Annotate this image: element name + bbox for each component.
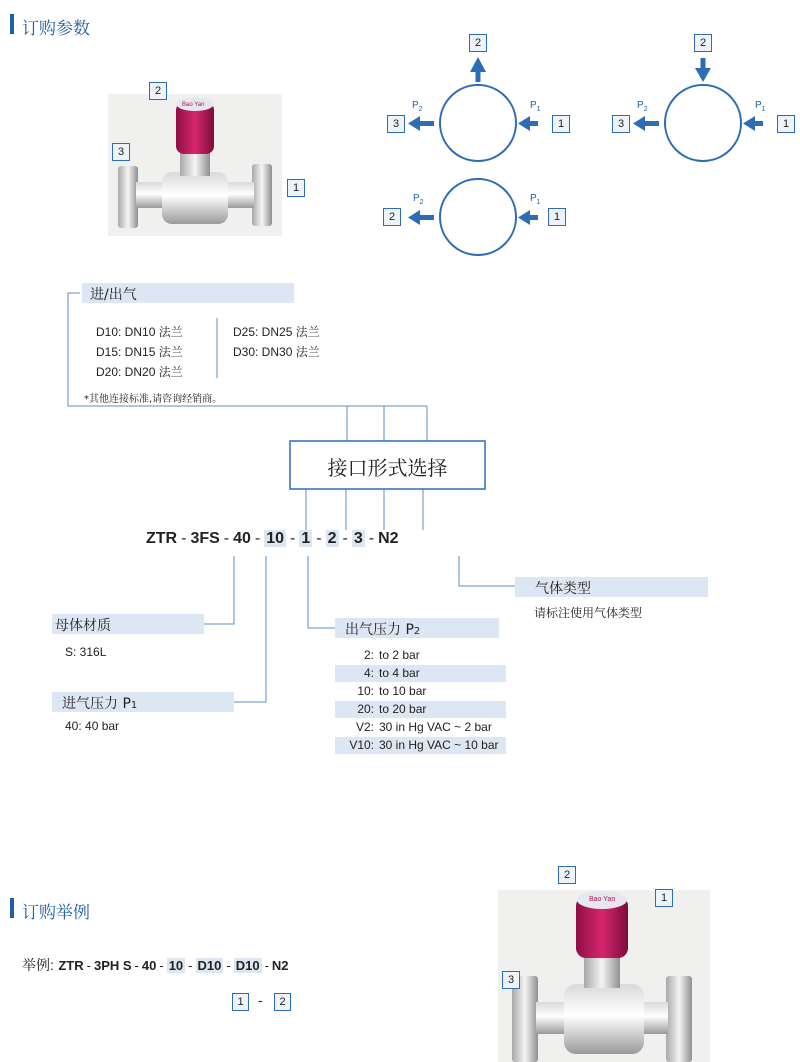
port-marker-3: 3 [112, 143, 130, 161]
outlet-pressure-range: to 10 bar [379, 684, 427, 698]
regulator-image-example [498, 890, 710, 1062]
example-marker-1: 1 [655, 889, 673, 907]
outlet-pressure-code: V10: [349, 738, 374, 752]
code-separator: - [226, 958, 231, 973]
body-material-value: S: 316L [65, 645, 107, 659]
outlet-pressure-row [335, 665, 506, 682]
code-segment: D10 [235, 958, 260, 973]
inlet-outlet-note: *其他连接标准,请咨询经销商。 [84, 394, 223, 405]
code-segment: 3 [353, 530, 363, 547]
outlet-pressure-code: 4: [363, 666, 374, 680]
gas-type-heading: 气体类型 [535, 581, 591, 597]
flow2-p-right: $P_1$ [755, 100, 766, 113]
outlet-pressure-heading [345, 619, 420, 639]
code-segment: ZTR [146, 530, 178, 547]
outlet-pressure-range: 30 in Hg VAC ~ 2 bar [379, 720, 492, 734]
outlet-pressure-row [335, 701, 506, 718]
flow3-p-right: $P_1$ [530, 193, 541, 206]
flow2-port-right: 1 [777, 115, 795, 133]
inlet-pressure-title: 进气压力 P [62, 696, 131, 712]
code-separator: - [290, 530, 296, 547]
example-marker-2: 2 [558, 866, 576, 884]
section-bar-example [10, 898, 14, 918]
example-port-sep: - [258, 994, 263, 1009]
code-segment: N2 [378, 530, 399, 547]
port-marker-1: 1 [287, 179, 305, 197]
inlet-option-d25: D25: DN25 法兰 [233, 325, 320, 339]
example-port-2: 2 [274, 993, 291, 1011]
code-segment: 2 [327, 530, 337, 547]
outlet-pressure-row [335, 737, 506, 754]
flow3-port-right: 1 [548, 208, 566, 226]
code-segment: 40 [233, 530, 251, 547]
flow2-p-left: $P_2$ [637, 100, 648, 113]
inlet-option-d30: D30: DN30 法兰 [233, 345, 320, 359]
outlet-pressure-row [335, 647, 506, 664]
code-separator: - [223, 530, 230, 547]
outlet-pressure-code: 2: [363, 648, 374, 662]
code-segment: D10 [197, 958, 222, 973]
inlet-option-d20: D20: DN20 法兰 [96, 365, 183, 379]
code-separator: - [159, 958, 164, 973]
outlet-pressure-range: 30 in Hg VAC ~ 10 bar [379, 738, 499, 752]
outlet-pressure-range: to 20 bar [379, 702, 427, 716]
example-port-1: 1 [232, 993, 249, 1011]
inlet-pressure-heading [62, 693, 137, 713]
flow3-port-left: 2 [383, 208, 401, 226]
outlet-pressure-title: 出气压力 P [345, 622, 414, 638]
outlet-pressure-code: V2: [355, 720, 374, 734]
code-separator: - [316, 530, 322, 547]
example-code [58, 958, 288, 973]
outlet-pressure-code: 20: [357, 702, 374, 716]
outlet-pressure-range: to 4 bar [379, 666, 420, 680]
flow1-p-left: $P_2$ [412, 100, 423, 113]
flow2-port-top: 2 [694, 34, 712, 52]
outlet-pressure-code: 10: [357, 684, 374, 698]
code-separator: - [264, 958, 269, 973]
inlet-option-d10: D10: DN10 法兰 [96, 325, 183, 339]
flow1-port-right: 1 [552, 115, 570, 133]
outlet-pressure-row [335, 719, 506, 736]
code-separator: - [86, 958, 91, 973]
gas-type-note: 请标注使用气体类型 [534, 606, 643, 620]
code-separator: - [342, 530, 348, 547]
section-title-ordering-params: 订购参数 [22, 19, 90, 39]
code-segment: ZTR [58, 958, 84, 973]
code-segment: N2 [271, 958, 289, 973]
product-photo-example [498, 890, 710, 1062]
code-separator: - [254, 530, 261, 547]
example-prefix: 举例: [22, 957, 54, 973]
outlet-pressure-row [335, 683, 506, 700]
code-separator: - [134, 958, 139, 973]
inlet-pressure-value: 40: 40 bar [65, 719, 120, 733]
code-separator: - [188, 958, 193, 973]
outlet-pressure-sub: 2 [413, 626, 421, 637]
example-line [22, 955, 289, 975]
code-separator: - [368, 530, 375, 547]
flow1-port-left: 3 [387, 115, 405, 133]
flow1-p-right: $P_1$ [530, 100, 541, 113]
outlet-pressure-range: to 2 bar [379, 648, 420, 662]
knob-label-example: Bao Yan [589, 896, 616, 903]
flow2-port-left: 3 [612, 115, 630, 133]
body-material-heading: 母体材质 [55, 618, 111, 634]
code-segment: 3PH S [93, 958, 132, 973]
section-title-example: 订购举例 [22, 903, 90, 923]
inlet-outlet-heading: 进/出气 [90, 287, 137, 303]
port-marker-2: 2 [149, 82, 167, 100]
inlet-option-d15: D15: DN15 法兰 [96, 345, 183, 359]
port-form-label: 接口形式选择 [327, 456, 448, 480]
code-separator: - [181, 530, 187, 547]
example-marker-3: 3 [502, 971, 520, 989]
flow3-p-left: $P_2$ [413, 193, 424, 206]
model-code [146, 530, 399, 548]
code-segment: 40 [141, 958, 157, 973]
code-segment: 10 [266, 530, 285, 547]
code-segment: 3FS [190, 530, 220, 547]
knob-label: Bao Yan [182, 102, 205, 108]
code-segment: 1 [301, 530, 311, 547]
code-segment: 10 [168, 958, 184, 973]
flow1-port-top: 2 [469, 34, 487, 52]
inlet-pressure-sub: 1 [130, 700, 138, 711]
